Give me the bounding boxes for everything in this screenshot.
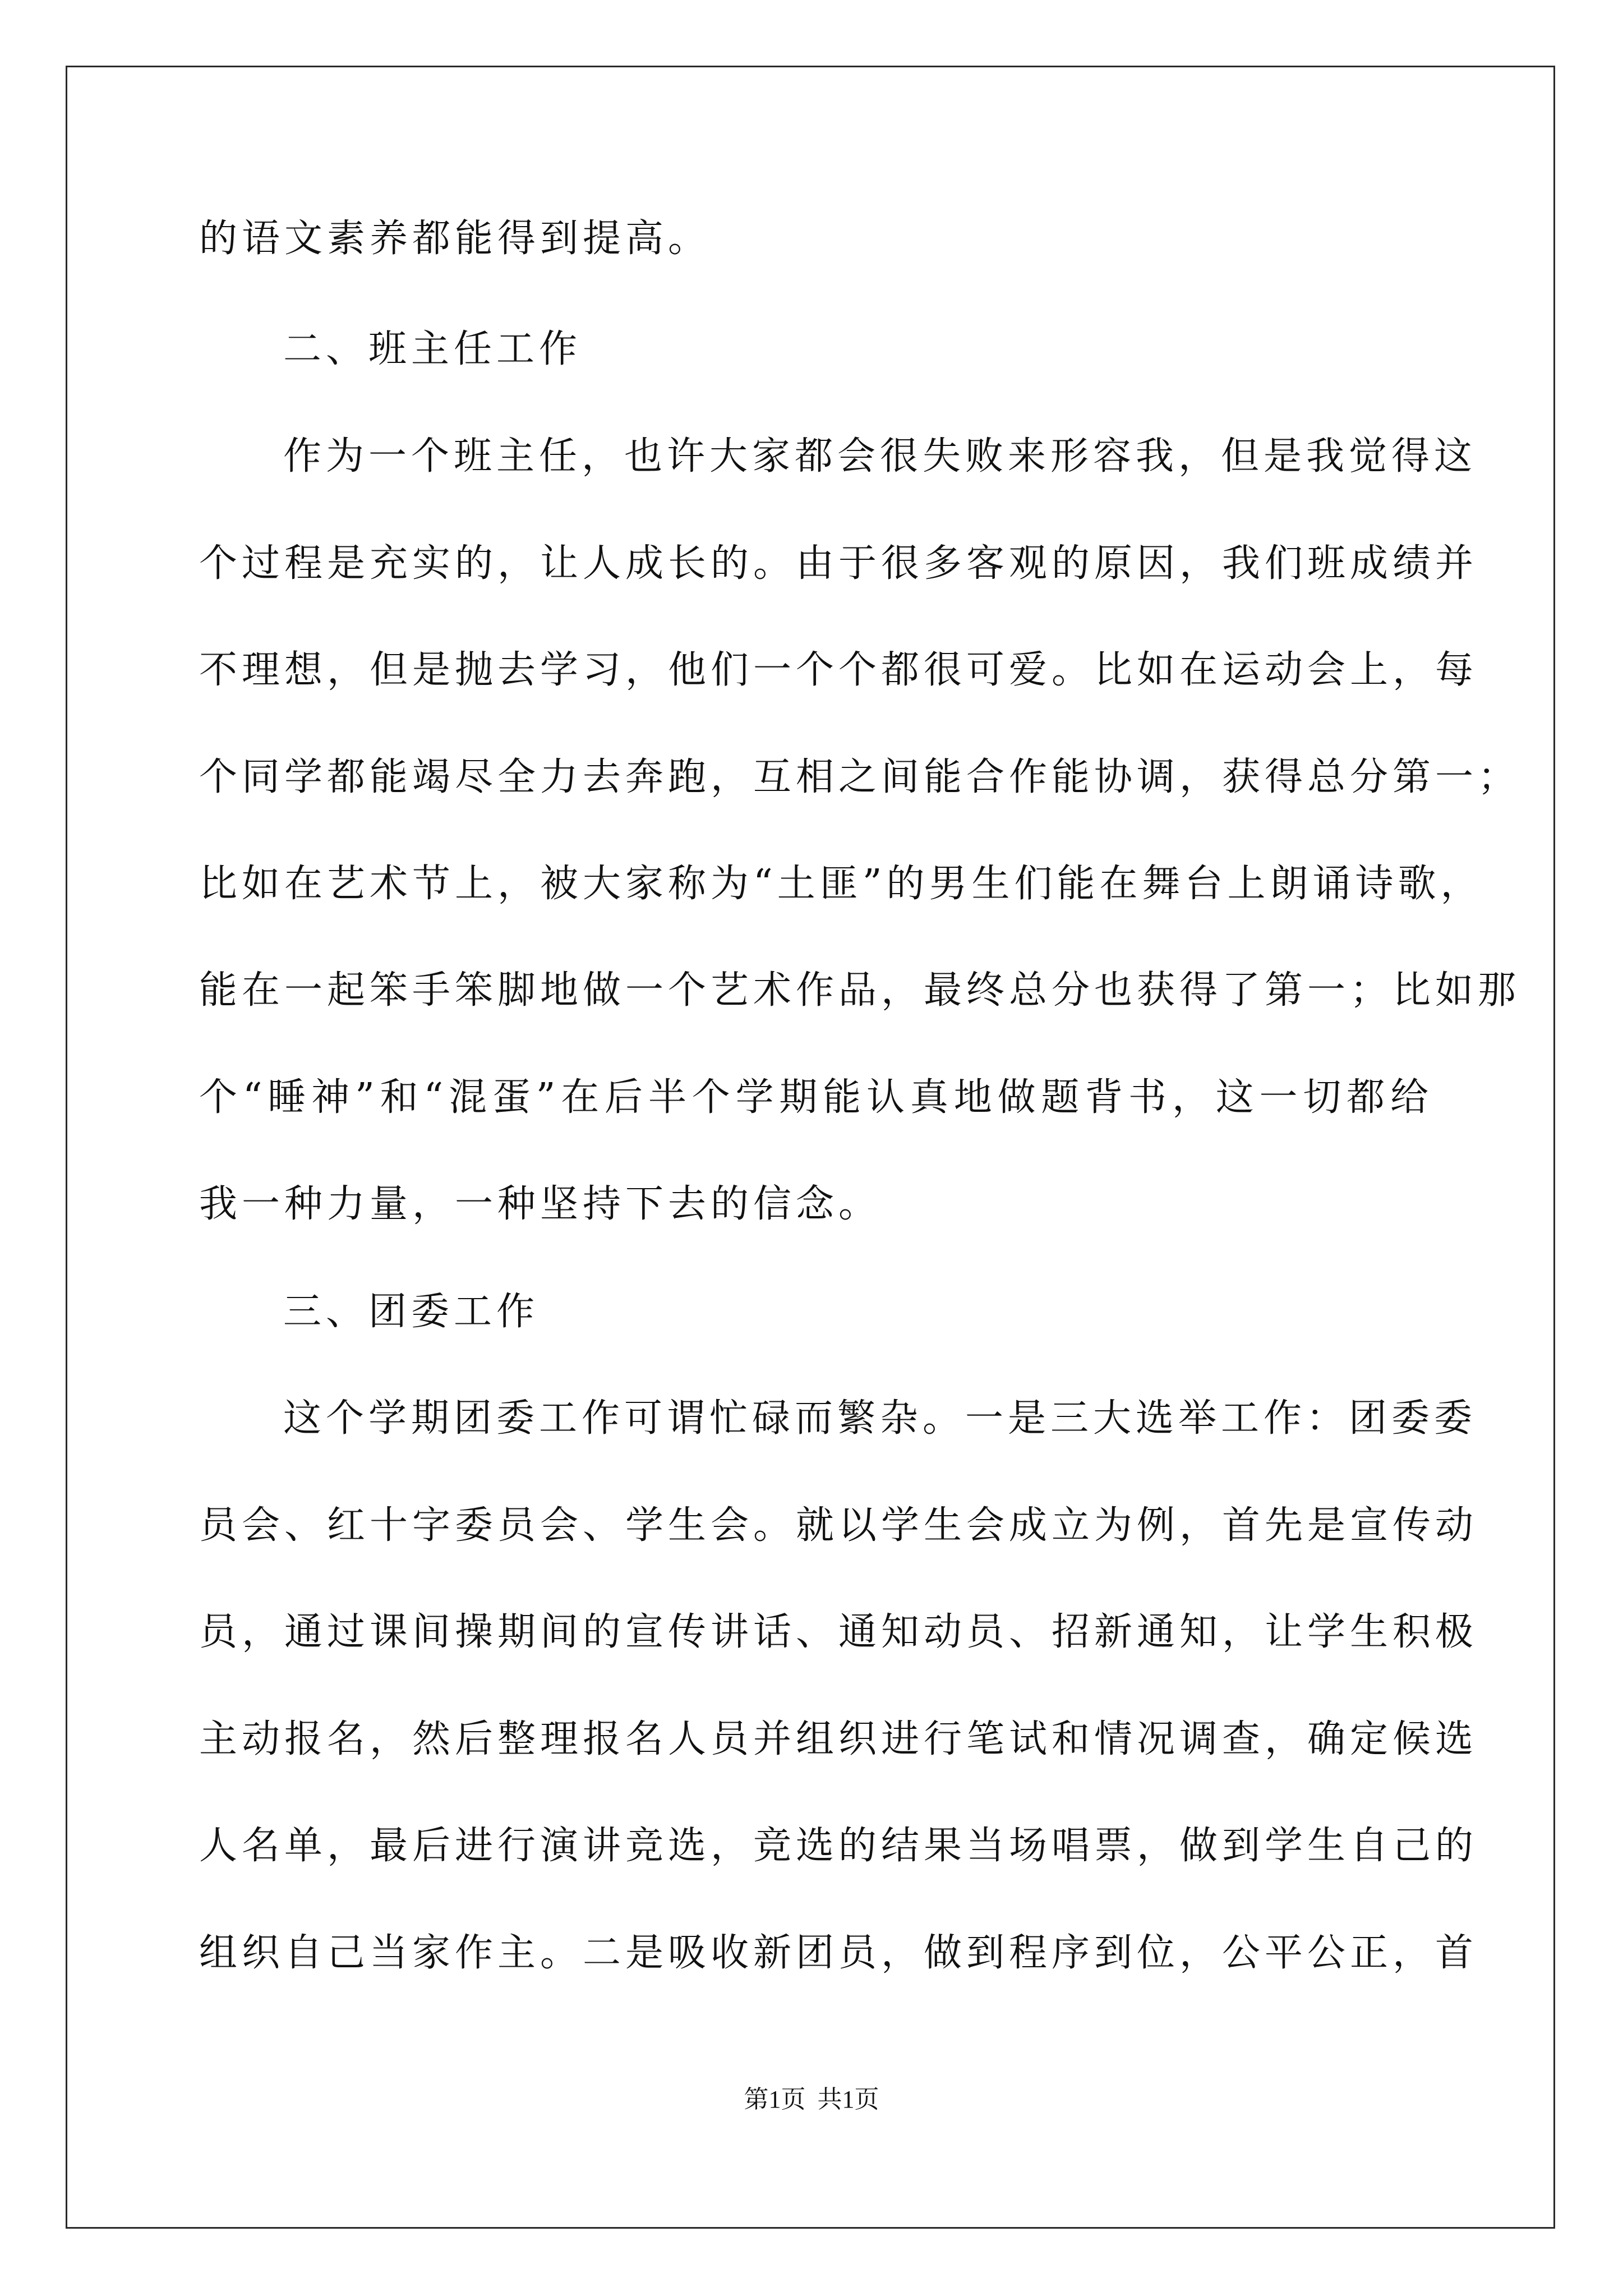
page-number-footer: 第1页 共1页	[744, 2086, 879, 2113]
section-heading: 二、班主任工作	[283, 327, 582, 371]
body-line: 作为一个班主任，也许大家都会很失败来形容我，但是我觉得这	[283, 434, 1477, 478]
body-line: 组织自己当家作主。二是吸收新团员，做到程序到位，公平公正，首	[199, 1931, 1478, 1975]
body-line: 能在一起笨手笨脚地做一个艺术作品，最终总分也获得了第一；比如那	[199, 968, 1521, 1013]
section-heading: 三、团委工作	[283, 1290, 540, 1334]
body-line: 个“睡神”和“混蛋”在后半个学期能认真地做题背书，这一切都给	[199, 1075, 1433, 1120]
body-line: 这个学期团委工作可谓忙碌而繁杂。一是三大选举工作：团委委	[283, 1396, 1477, 1441]
body-line: 员，通过课间操期间的宣传讲话、通知动员、招新通知，让学生积极	[199, 1610, 1478, 1654]
body-line: 员会、红十字委员会、学生会。就以学生会成立为例，首先是宣传动	[199, 1503, 1478, 1548]
body-line: 人名单，最后进行演讲竞选，竞选的结果当场唱票，做到学生自己的	[199, 1824, 1478, 1868]
body-line: 个过程是充实的，让人成长的。由于很多客观的原因，我们班成绩并	[199, 541, 1478, 586]
body-line: 的语文素养都能得到提高。	[199, 217, 711, 261]
page-frame	[66, 66, 1555, 2229]
body-line: 比如在艺术节上，被大家称为“土匪”的男生们能在舞台上朗诵诗歌，	[199, 862, 1483, 906]
body-line: 个同学都能竭尽全力去奔跑，互相之间能合作能协调，获得总分第一；	[199, 755, 1521, 799]
body-line: 主动报名，然后整理报名人员并组织进行笔试和情况调查，确定候选	[199, 1717, 1478, 1761]
body-line: 我一种力量，一种坚持下去的信念。	[199, 1182, 882, 1226]
body-line: 不理想，但是抛去学习，他们一个个都很可爱。比如在运动会上，每	[199, 648, 1478, 692]
